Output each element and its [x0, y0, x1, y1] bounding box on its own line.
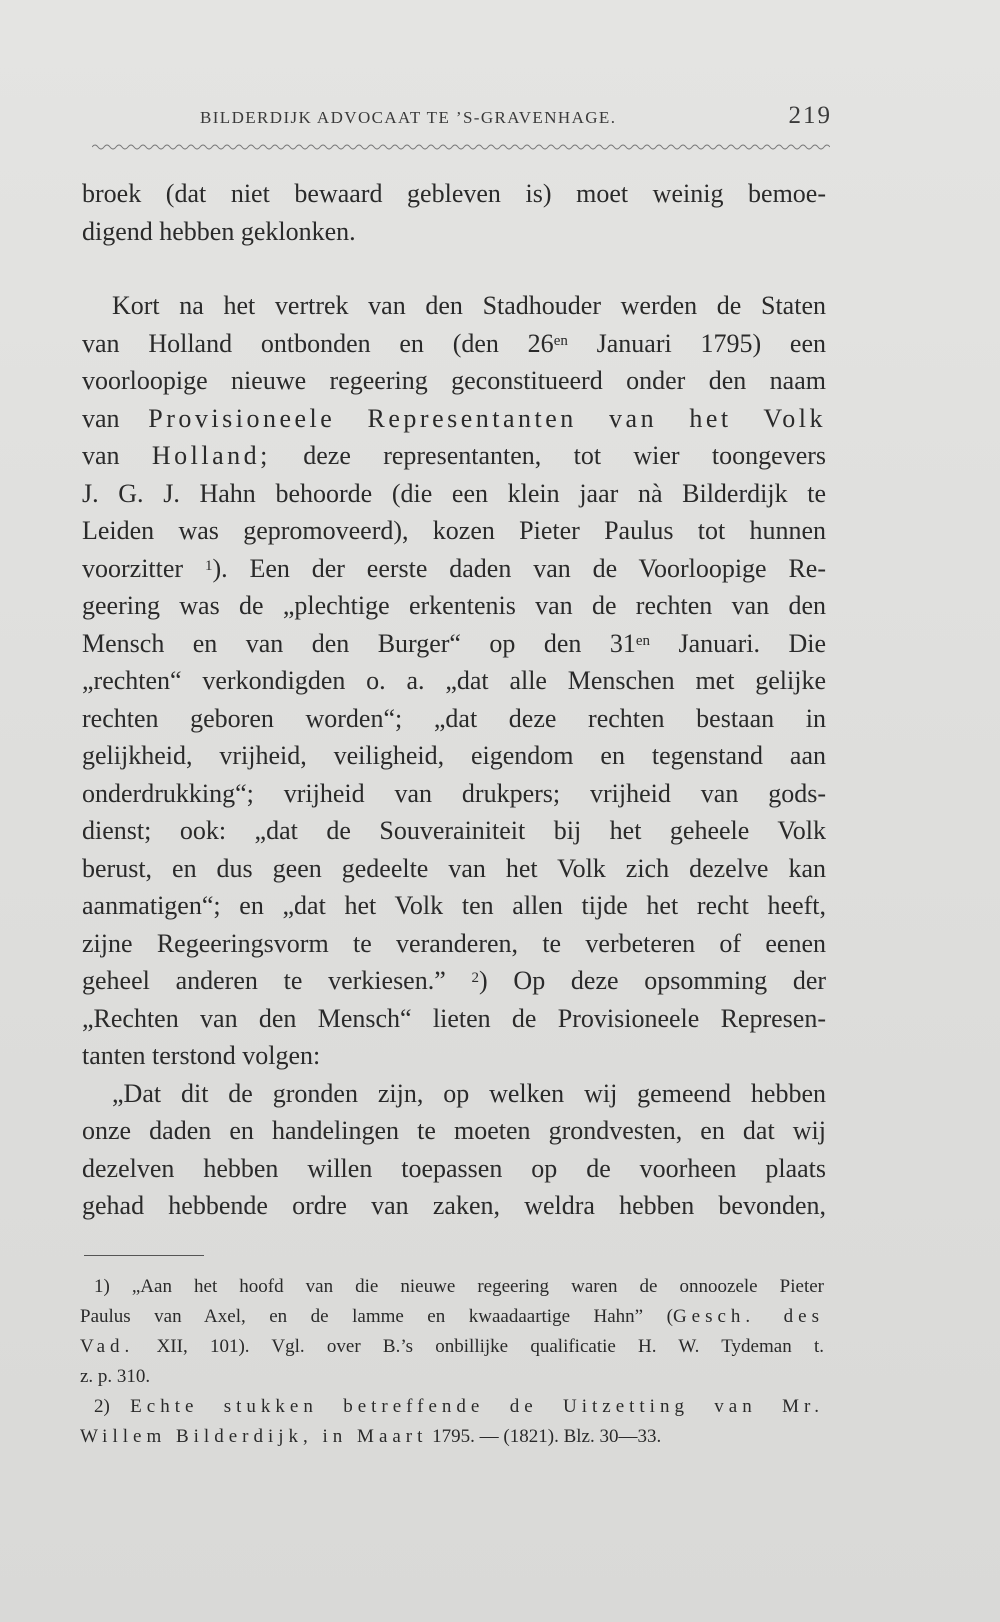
- text-run: ). Een der eerste daden van de Voorloopige Re-: [212, 553, 826, 583]
- body-text: [82, 175, 826, 1225]
- text-line: rechten geboren worden“; „dat deze rechten bestaan in: [82, 703, 826, 733]
- running-head: BILDERDIJK ADVOCAAT TE ’S-GRAVENHAGE.: [200, 108, 617, 127]
- footnote-line: [80, 1392, 824, 1422]
- text-run: ) Op deze opsomming der: [479, 966, 827, 995]
- text-line: [82, 325, 826, 363]
- footnote-ref: 2: [471, 970, 480, 986]
- footnote-line: 1) „Aan het hoofd van die nieuwe regeering waren de onnoozele Pieter: [94, 1276, 824, 1297]
- text-line: digend hebben geklonken.: [82, 216, 356, 246]
- spaced-emphasis: Willem Bilderdijk, in Maart: [80, 1426, 428, 1447]
- spaced-emphasis: Gesch. des: [672, 1306, 824, 1327]
- text-line: dezelven hebben willen toepassen op de voorheen plaats: [82, 1153, 826, 1183]
- footnote-line: [80, 1302, 824, 1332]
- text-run: van: [82, 441, 120, 470]
- text-run: Paulus van Axel, en de lamme en kwaadaartige Hahn” (: [80, 1306, 673, 1327]
- text-line: [82, 550, 826, 588]
- text-line: „rechten“ verkondigden o. a. „dat alle Menschen met gelijke: [82, 666, 826, 695]
- footnote-line: z. p. 310.: [80, 1366, 151, 1387]
- superscript: en: [635, 632, 650, 649]
- text-run: Mensch en van den Burger“ op den 31: [82, 628, 636, 658]
- page-header: [200, 102, 832, 132]
- text-line: „Dat dit de gronden zijn, op welken wij gemeend hebben: [112, 1078, 826, 1108]
- text-line: [82, 625, 826, 663]
- footnote-divider: [84, 1255, 204, 1256]
- page-number: 219: [788, 102, 832, 129]
- text-line: [82, 962, 826, 1000]
- spaced-emphasis: Vad.: [80, 1336, 135, 1357]
- text-line: [82, 400, 826, 438]
- text-line: J. G. J. Hahn behoorde (die een klein jaar nà Bilderdijk te: [82, 478, 826, 508]
- text-line: berust, en dus geen gedeelte van het Volk zich dezelve kan: [82, 853, 826, 883]
- text-line: „Rechten van den Mensch“ lieten de Provisioneele Represen-: [82, 1003, 826, 1033]
- text-run: voorzitter: [82, 553, 184, 583]
- text-line: gehad hebbende ordre van zaken, weldra hebben bevonden,: [82, 1191, 826, 1220]
- text-line: Leiden was gepromoveerd), kozen Pieter Paulus tot hunnen: [82, 516, 826, 545]
- text-run: 2): [94, 1396, 110, 1417]
- footnote-ref: 1: [204, 557, 213, 574]
- text-line: zijne Regeeringsvorm te veranderen, te verbeteren of eenen: [82, 928, 826, 958]
- text-line: [82, 437, 826, 475]
- text-line: Kort na het vertrek van den Stadhouder werden de Staten: [112, 291, 826, 320]
- text-line: onze daden en handelingen te moeten grondvesten, en dat wij: [82, 1116, 826, 1145]
- text-line: aanmatigen“; en „dat het Volk ten allen tijde het recht heeft,: [82, 891, 826, 920]
- text-run: Januari 1795) een: [596, 328, 827, 358]
- text-line: tanten terstond volgen:: [82, 1041, 321, 1070]
- spaced-emphasis: Echte stukken betreffende de Uitzetting van Mr.: [130, 1396, 824, 1417]
- text-line: broek (dat niet bewaard gebleven is) moet weinig bemoe-: [82, 179, 826, 208]
- text-line: dienst; ook: „dat de Souverainiteit bij het geheele Volk: [82, 816, 826, 845]
- text-run: van: [82, 403, 120, 433]
- spaced-emphasis: Holland;: [151, 441, 271, 470]
- text-run: Januari. Die: [678, 628, 827, 658]
- text-run: van Holland ontbonden en (den 26: [82, 328, 554, 358]
- spaced-emphasis: Provisioneele Representanten van het Volk: [148, 403, 826, 433]
- footnotes: [80, 1272, 824, 1452]
- text-run: XII, 101). Vgl. over B.’s onbillijke qualificatie H. W. Tydeman t.: [156, 1336, 824, 1357]
- footnote-line: [80, 1332, 824, 1362]
- footnote-line: [80, 1422, 824, 1452]
- text-line: onderdrukking“; vrijheid van drukpers; vrijheid van gods-: [82, 778, 826, 808]
- text-line: voorloopige nieuwe regeering geconstitueerd onder den naam: [82, 366, 826, 395]
- decorative-wavy-rule: [92, 143, 830, 151]
- text-line: geering was de „plechtige erkentenis van de rechten van den: [82, 591, 826, 620]
- text-line: gelijkheid, vrijheid, veiligheid, eigendom en tegenstand aan: [82, 741, 826, 770]
- text-run: deze representanten, tot wier toongevers: [303, 441, 827, 470]
- text-run: geheel anderen te verkiesen.”: [82, 966, 446, 995]
- superscript: en: [553, 332, 568, 349]
- text-run: 1795. — (1821). Blz. 30—33.: [432, 1426, 662, 1447]
